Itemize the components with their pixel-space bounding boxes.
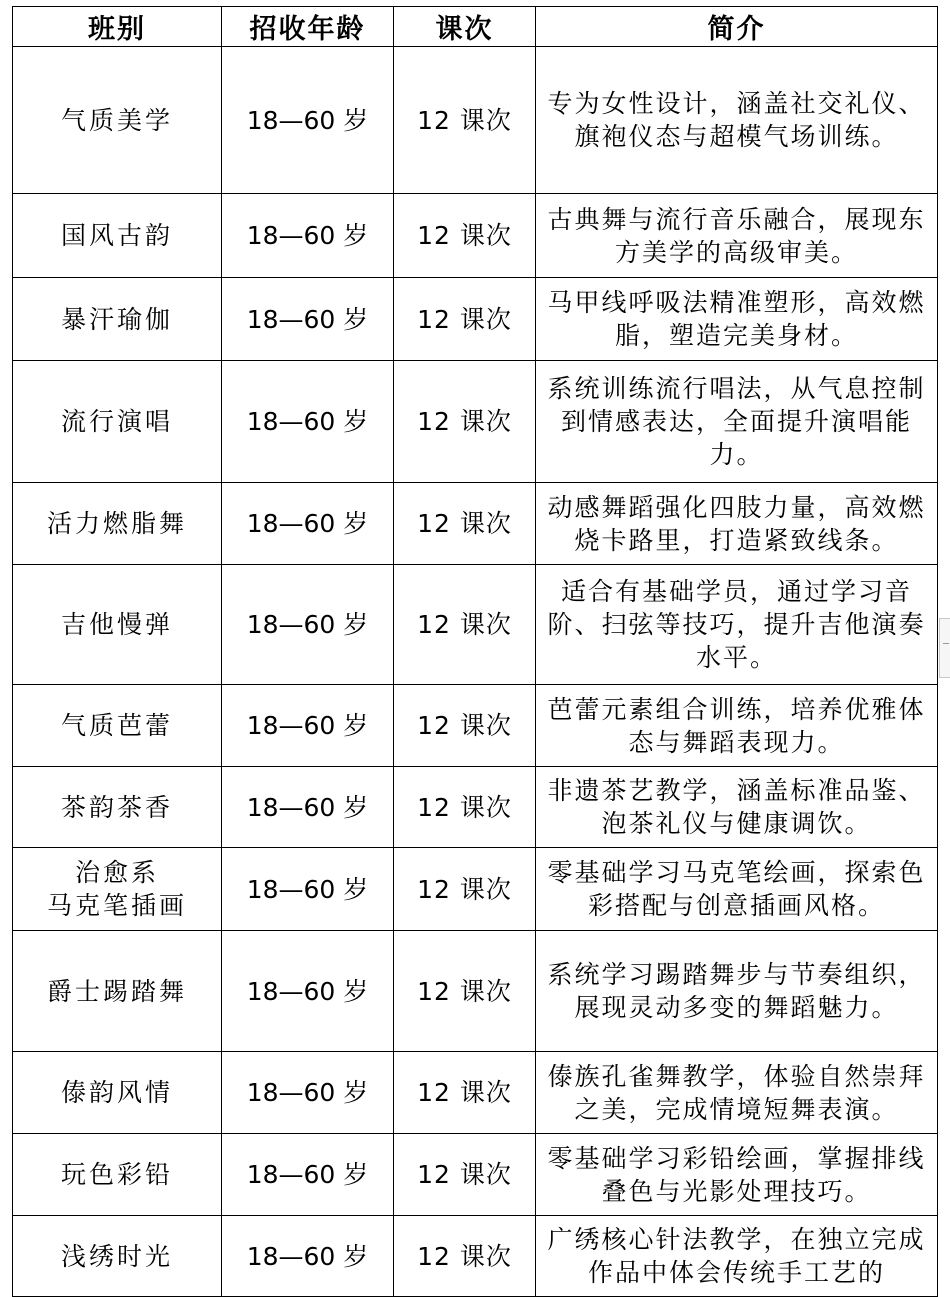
table-row — [13, 194, 938, 278]
description-cell: 古典舞与流行音乐融合，展现东方美学的高级审美。 — [536, 194, 938, 278]
description-cell: 系统训练流行唱法，从气息控制到情感表达，全面提升演唱能力。 — [536, 361, 938, 483]
class-name: 浅绣时光 — [60, 1241, 173, 1271]
age-cell: 18—60 岁 — [222, 848, 394, 931]
age-cell: 18—60 岁 — [222, 931, 394, 1052]
header-description: 简介 — [536, 7, 938, 47]
class-name-cell — [13, 848, 222, 931]
table-row — [13, 47, 938, 194]
header-class-name: 班别 — [13, 7, 222, 47]
description-cell: 零基础学习彩铅绘画，掌握排线叠色与光影处理技巧。 — [536, 1134, 938, 1216]
class-name-cell — [13, 767, 222, 848]
class-name: 暴汗瑜伽 — [60, 304, 173, 334]
class-name: 国风古韵 — [60, 221, 173, 250]
description-cell: 适合有基础学员，通过学习音阶、扫弦等技巧，提升吉他演奏水平。 — [536, 565, 938, 685]
class-name: 玩色彩铅 — [60, 1160, 173, 1189]
sessions-cell: 12 课次 — [394, 767, 536, 848]
sessions-cell: 12 课次 — [394, 685, 536, 767]
sessions-cell: 12 课次 — [394, 848, 536, 931]
table-row — [13, 848, 938, 931]
description-cell: 广绣核心针法教学，在独立完成作品中体会传统手工艺的 — [536, 1216, 938, 1297]
table-row — [13, 278, 938, 361]
age-cell: 18—60 岁 — [222, 1134, 394, 1216]
page-edge-marker — [939, 618, 950, 678]
class-name-cell — [13, 483, 222, 565]
class-name-cell — [13, 1052, 222, 1134]
class-name: 傣韵风情 — [60, 1078, 173, 1107]
sessions-cell: 12 课次 — [394, 1134, 536, 1216]
age-cell: 18—60 岁 — [222, 278, 394, 361]
class-name: 治愈系 马克笔插画 — [46, 858, 187, 920]
description-cell: 芭蕾元素组合训练，培养优雅体态与舞蹈表现力。 — [536, 685, 938, 767]
class-name: 吉他慢弹 — [60, 610, 173, 639]
age-cell: 18—60 岁 — [222, 1216, 394, 1297]
class-name-cell — [13, 685, 222, 767]
age-cell: 18—60 岁 — [222, 483, 394, 565]
header-age: 招收年龄 — [222, 7, 394, 47]
sessions-cell: 12 课次 — [394, 1216, 536, 1297]
age-cell: 18—60 岁 — [222, 361, 394, 483]
sessions-cell: 12 课次 — [394, 565, 536, 685]
table-row — [13, 483, 938, 565]
description-cell: 非遗茶艺教学，涵盖标准品鉴、泡茶礼仪与健康调饮。 — [536, 767, 938, 848]
sessions-cell: 12 课次 — [394, 1052, 536, 1134]
age-cell: 18—60 岁 — [222, 767, 394, 848]
class-name-cell — [13, 47, 222, 194]
table-row — [13, 931, 938, 1052]
sessions-cell: 12 课次 — [394, 483, 536, 565]
header-sessions: 课次 — [394, 7, 536, 47]
description-cell: 马甲线呼吸法精准塑形，高效燃脂，塑造完美身材。 — [536, 278, 938, 361]
table-row — [13, 1052, 938, 1134]
class-name-cell — [13, 278, 222, 361]
table-row — [13, 767, 938, 848]
description-cell: 系统学习踢踏舞步与节奏组织，展现灵动多变的舞蹈魅力。 — [536, 931, 938, 1052]
sessions-cell: 12 课次 — [394, 194, 536, 278]
description-cell: 零基础学习马克笔绘画，探索色彩搭配与创意插画风格。 — [536, 848, 938, 931]
age-cell: 18—60 岁 — [222, 1052, 394, 1134]
class-name: 气质芭蕾 — [60, 711, 173, 740]
table-row — [13, 361, 938, 483]
class-name-cell — [13, 194, 222, 278]
class-name-cell — [13, 565, 222, 685]
class-name-cell — [13, 361, 222, 483]
table-row — [13, 1216, 938, 1297]
description-cell: 动感舞蹈强化四肢力量，高效燃烧卡路里，打造紧致线条。 — [536, 483, 938, 565]
class-name-cell — [13, 1134, 222, 1216]
class-name: 气质美学 — [60, 105, 173, 135]
table-row — [13, 1134, 938, 1216]
age-cell: 18—60 岁 — [222, 194, 394, 278]
sessions-cell: 12 课次 — [394, 278, 536, 361]
header-row — [13, 7, 938, 47]
sessions-cell: 12 课次 — [394, 47, 536, 194]
age-cell: 18—60 岁 — [222, 685, 394, 767]
table-row — [13, 685, 938, 767]
table-row — [13, 565, 938, 685]
class-name-cell — [13, 931, 222, 1052]
description-cell: 傣族孔雀舞教学，体验自然崇拜之美，完成情境短舞表演。 — [536, 1052, 938, 1134]
age-cell: 18—60 岁 — [222, 47, 394, 194]
sessions-cell: 12 课次 — [394, 931, 536, 1052]
class-name: 茶韵茶香 — [60, 792, 173, 822]
class-name: 爵士踢踏舞 — [46, 976, 187, 1006]
description-cell: 专为女性设计，涵盖社交礼仪、旗袍仪态与超模气场训练。 — [536, 47, 938, 194]
sessions-cell: 12 课次 — [394, 361, 536, 483]
class-name-cell — [13, 1216, 222, 1297]
age-cell: 18—60 岁 — [222, 565, 394, 685]
class-name: 活力燃脂舞 — [46, 509, 187, 538]
course-table — [12, 6, 938, 1297]
class-name: 流行演唱 — [60, 407, 173, 436]
